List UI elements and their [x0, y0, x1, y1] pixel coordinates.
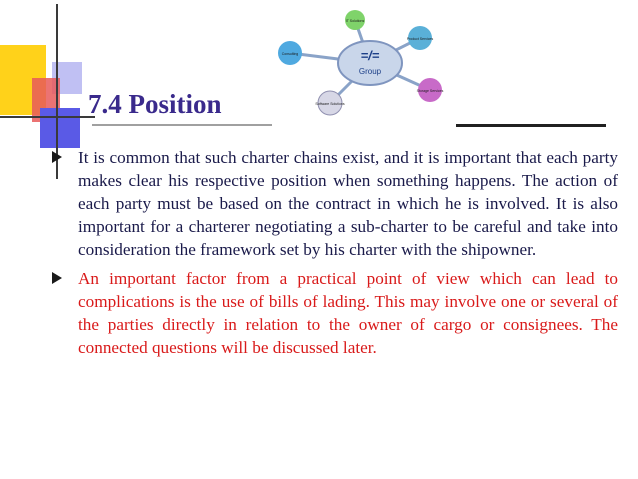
logo-node-5: Consulting [281, 52, 299, 56]
bullet-item-1 [52, 146, 618, 261]
slide-title: 7.4 Position [88, 89, 222, 119]
svg-text:=/=: =/= [360, 48, 380, 63]
bullet-arrow-icon [52, 151, 62, 163]
logo-node-4: Software Solutions [315, 102, 345, 106]
logo-node-1: IT Solutions [345, 19, 365, 23]
decor-blue-square [40, 108, 80, 148]
network-logo [270, 8, 470, 118]
bullet-text-2: An important factor from a practical point of view which can lead to complications is the use of bills of lading. This may involve one or several of the parties directly in relation to the owner of cargo or consignees. The connected questions will be discussed later. [78, 269, 618, 357]
logo-group-text: Group [358, 67, 382, 76]
bullet-item-2 [52, 267, 618, 359]
title-underline-left [92, 124, 272, 126]
bullet-text-1: It is common that such charter chains exist, and it is important that each party makes clear his respective position when something happens. The action of each party must be based on the contract in which he is involved. It is also important for a charterer negotiating a sub-charter to be careful and take into consideration the framework set by his charter with the shipowner. [78, 148, 618, 259]
decor-horizontal-line [0, 116, 95, 118]
bullet-list [52, 146, 618, 365]
bullet-arrow-icon [52, 272, 62, 284]
logo-node-3: Storage Services [416, 89, 444, 93]
logo-node-2: Product Services [406, 37, 434, 41]
title-underline-right [456, 124, 606, 127]
